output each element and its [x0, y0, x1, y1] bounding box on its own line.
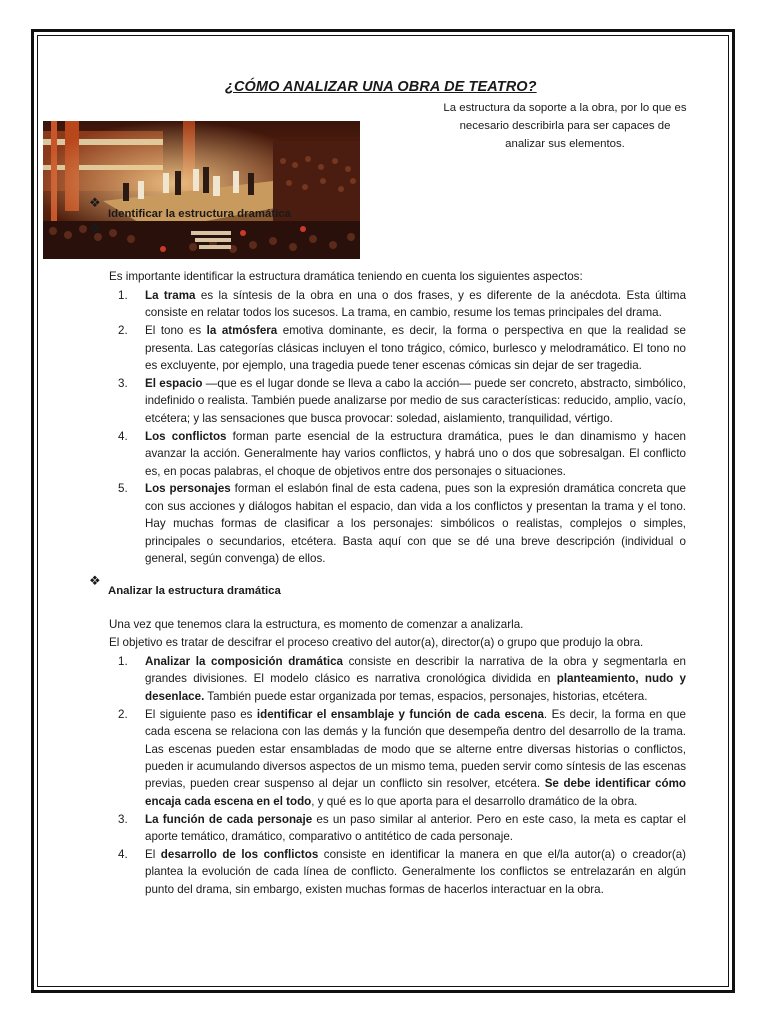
section2-heading: Analizar la estructura dramática	[108, 585, 281, 597]
list-item: 2. El siguiente paso es identificar el ensamblaje y función de cada escena. Es decir, la forma en que cada escena se relaciona con las demás y la función que desempeña dentro del desarrollo de la trama. Las escenas pueden estar ensambladas de modo que se alterne entre diversas historias o conflictos, pueden ir acumulando diversos aspectos de un mismo tema, pueden servir como síntesis de las escenas previas, pueden crear suspenso al dejar un conflicto sin resolver, etcétera. Se debe identificar cómo encaja cada escena en el todo, y qué es lo que aporta para el desarrollo dramático de la obra.	[118, 707, 687, 808]
section2-list	[110, 653, 686, 899]
intro-text: La estructura da soporte a la obra, por lo que es necesario describirla para ser capaces de analizar sus elementos.	[443, 102, 687, 150]
section1-heading: Identificar la estructura dramática	[108, 208, 291, 220]
list-item: 3. La función de cada personaje es un paso similar al anterior. Pero en este caso, la meta es captar el aporte temático, dramático, comparativo o antitético de cada personaje.	[118, 812, 687, 844]
list-item: 2. El tono es la atmósfera emotiva dominante, es decir, la forma o perspectiva en que la realidad se presenta. Las categorías clásicas incluyen el tono trágico, cómico, burlesco y melodramático. El tono no es excluyente, por ejemplo, una tragedia puede tener escenas cómicas sin dejar de ser tragedia.	[118, 324, 686, 373]
diamond-bullet-icon: ❖	[89, 195, 101, 210]
list-item: 4. El desarrollo de los conflictos consiste en identificar la manera en que el/la autor(a) o creador(a) plantea la evolución de cada línea de conflicto. Generalmente los conflictos se entrelazarán en algún punto del drama, sin embargo, existen muchas formas de hacerlos interactuar en la obra.	[118, 847, 687, 896]
list-item: 5. Los personajes forman el eslabón final de esta cadena, pues son la expresión dramática concreta que con sus acciones y diálogos habitan el espacio, dan vida a los conflictos y presentan la trama y el tono. Hay muchas formas de clasificar a los personajes: simbólicos o realistas, complejos o simples, principales o secundarios, etcétera. Basta aquí con que se dé una breve descripción (individual o general, según convenga) de ellos.	[118, 482, 686, 566]
list-item: 4. Los conflictos forman parte esencial de la estructura dramática, pues le dan dinamismo y hacen avanzar la acción. Generalmente hay varios conflictos, y habrá uno o dos que sobresalgan. El conflicto es, en pocas palabras, el choque de objetivos entre dos personajes o situaciones.	[118, 429, 686, 478]
section2-lead1: Una vez que tenemos clara la estructura, es momento de comenzar a analizarla.	[109, 618, 524, 631]
list-item: 1. Analizar la composición dramática consiste en describir la narrativa de la obra y segmentarla en grandes divisiones. El modelo clásico es narrativa cronológica dividida en planteamiento, nudo y desenlace. También puede estar organizada por temas, espacios, personajes, historias, etcétera.	[118, 655, 687, 703]
diamond-bullet-icon: ❖	[89, 573, 101, 588]
section2-lead2: El objetivo es tratar de descifrar el proceso creativo del autor(a), director(a) o grupo que produjo la obra.	[109, 636, 644, 649]
list-item: 1. La trama es la síntesis de la obra en una o dos frases, y es diferente de la anécdota. Esta última consiste en relatar todos los sucesos. La trama, en cambio, resume los temas principales del drama.	[118, 289, 687, 320]
section1-list	[110, 287, 686, 568]
section1-lead: Es importante identificar la estructura dramática teniendo en cuenta los siguientes aspectos:	[109, 270, 583, 283]
list-item: 3. El espacio —que es el lugar donde se lleva a cabo la acción— puede ser concreto, abstracto, simbólico, indefinido o realista. También puede analizarse por medio de sus características: reducido, amplio, vacío, etcétera; y las sensaciones que busca provocar: soledad, aislamiento, tranquilidad, vértigo.	[118, 377, 686, 425]
diamond-bullet-icon: ❖	[89, 221, 101, 236]
theater-photo-illustration	[43, 121, 360, 259]
page-title: ¿CÓMO ANALIZAR UNA OBRA DE TEATRO?	[225, 79, 537, 95]
theater-photo	[43, 121, 360, 259]
